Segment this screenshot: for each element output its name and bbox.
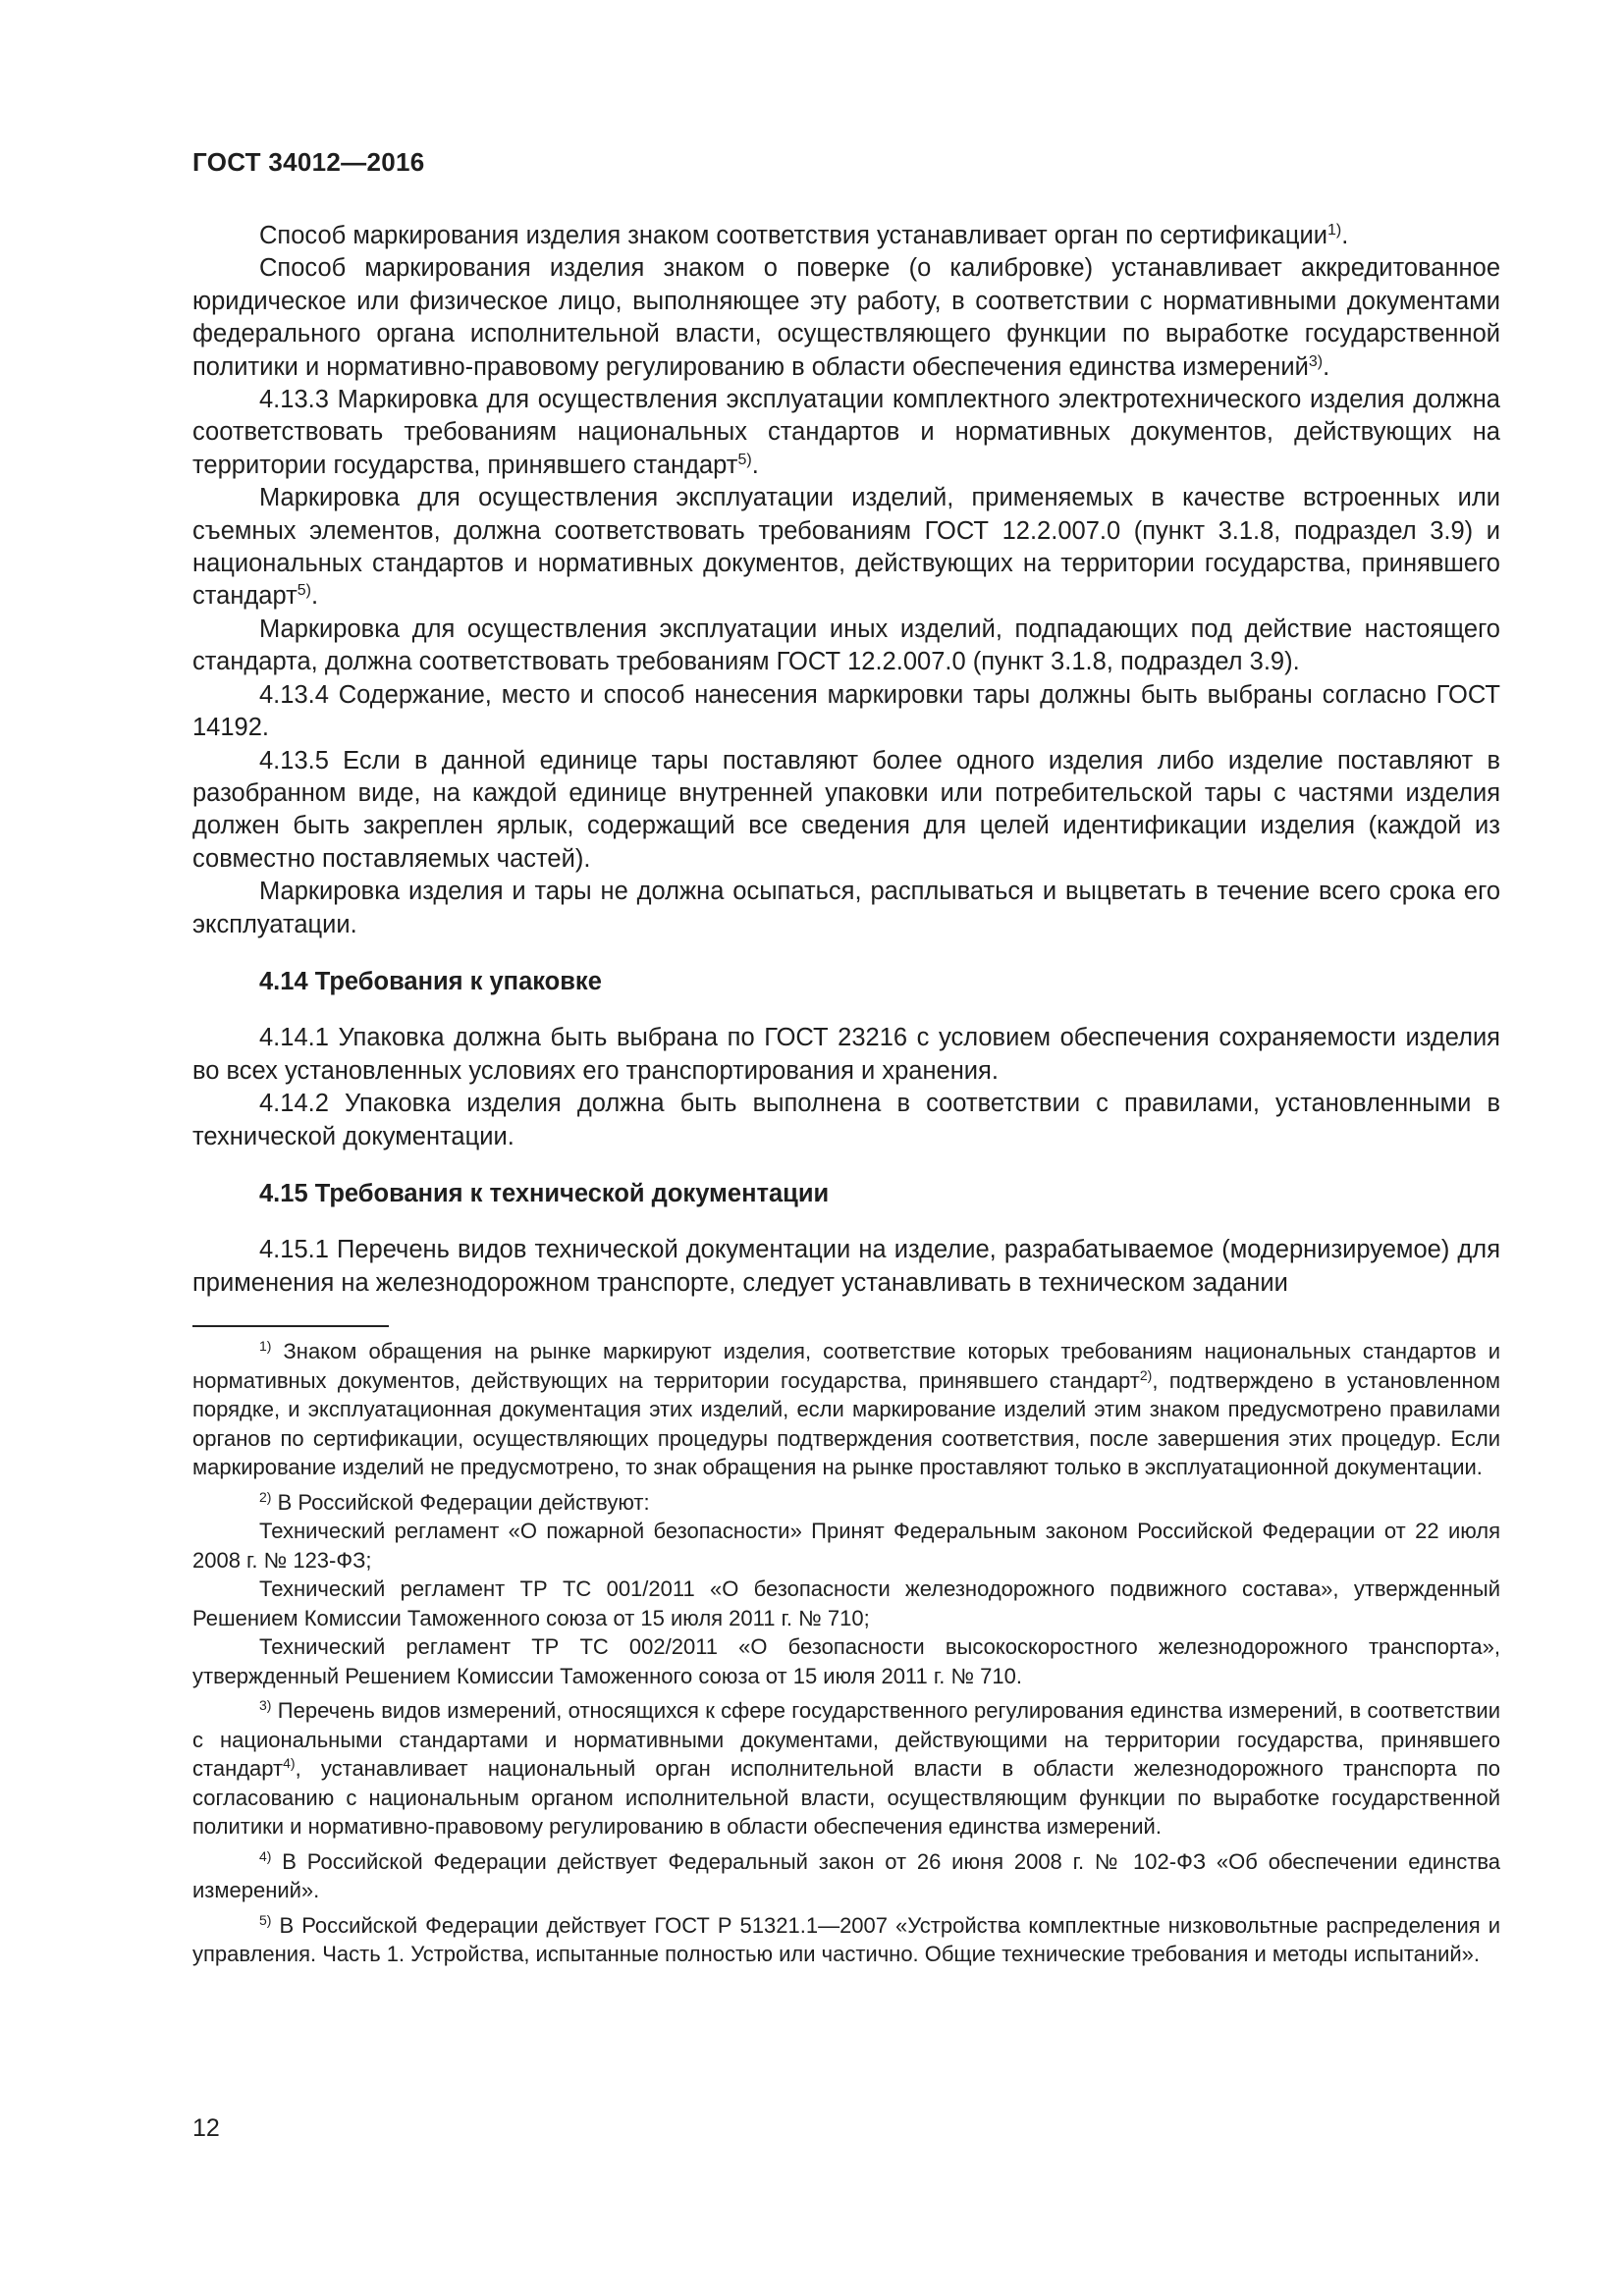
footnote-2-item: Технический регламент «О пожарной безопасности» Принят Федеральным законом Российской Федерации от 22 июля 2008 г. № 123-ФЗ; xyxy=(192,1519,1500,1573)
footnote-text: В Российской Федерации действует Федеральный закон от 26 июня 2008 г. № 102-ФЗ «Об обеспечении единства измерений». xyxy=(192,1848,1500,1902)
section-heading-4-14: 4.14 Требования к упаковке xyxy=(259,967,602,995)
punct: . xyxy=(1341,222,1349,249)
paragraph xyxy=(192,220,1500,252)
footnote-mark: 1) xyxy=(259,1338,272,1354)
punct: . xyxy=(751,451,759,479)
footnote-text: , подтверждено в установленном порядке, и эксплуатационная документация этих изделий, если маркирование изделий этим знаком предусмотрено правилами органов по сертификации, осуществляющих процедуры подтверждения соответствия, после завершения этих процедур. Если маркирование изделий не предусмотрено, то знак обращения на рынке проставляют только в эксплуатационной документации. xyxy=(192,1367,1500,1479)
footnote-separator xyxy=(192,1325,389,1327)
footnote-mark: 3) xyxy=(259,1697,272,1713)
footnote-ref: 3) xyxy=(1308,352,1324,370)
footnote-ref: 5) xyxy=(297,582,312,600)
document-id-header: ГОСТ 34012—2016 xyxy=(192,147,425,177)
paragraph-4-13-3 xyxy=(192,384,1500,482)
footnote-text: В Российской Федерации действует ГОСТ Р 51321.1—2007 «Устройства комплектные низковольтные распределения и управления. Часть 1. Устройства, испытанные полностью или частично. Общие технические требования и методы испытаний». xyxy=(192,1912,1500,1966)
footnote-text: В Российской Федерации действуют: xyxy=(277,1489,650,1515)
footnote-4 xyxy=(192,1847,1500,1905)
paragraph-text: Способ маркирования изделия знаком соответствия устанавливает орган по сертификации xyxy=(259,222,1327,249)
paragraph-4-14-1: 4.14.1 Упаковка должна быть выбрана по ГОСТ 23216 с условием обеспечения сохраняемости изделия во всех установленных условиях его транспортирования и хранения. xyxy=(192,1024,1500,1085)
footnote-mark: 4) xyxy=(259,1847,272,1864)
paragraph-4-14-2: 4.14.2 Упаковка изделия должна быть выполнена в соответствии с правилами, установленными в технической документации. xyxy=(192,1090,1500,1150)
main-text xyxy=(192,220,1500,1300)
paragraph: Маркировка изделия и тары не должна осыпаться, расплываться и выцветать в течение всего срока его эксплуатации. xyxy=(192,878,1500,938)
punct: . xyxy=(1323,352,1330,381)
paragraph: Маркировка для осуществления эксплуатации иных изделий, подпадающих под действие настоящего стандарта, должна соответствовать требованиям ГОСТ 12.2.007.0 (пункт 3.1.8, подраздел 3.9). xyxy=(192,614,1500,676)
paragraph-text: Способ маркирования изделия знаком о поверке (о калибровке) устанавливает аккредитованное юридическое или физическое лицо, выполняющее эту работу, в соответствии с нормативными документами федерального органа исполнительной власти, осуществляющего функции по выработке государственной политики и нормативно-правовому регулированию в области обеспечения единства измерений xyxy=(192,254,1500,381)
paragraph-4-15-1: 4.15.1 Перечень видов технической документации на изделие, разрабатываемое (модернизируемое) для применения на железнодорожном транспорте, следует устанавливать в техническом задании xyxy=(192,1236,1500,1297)
paragraph-text: 4.13.3 Маркировка для осуществления эксплуатации комплектного электротехнического изделия должна соответствовать требованиям национальных стандартов и нормативных документов, действующих на территории государства, принявшего стандарт xyxy=(192,386,1500,479)
paragraph xyxy=(192,252,1500,384)
footnote-text: Перечень видов измерений, относящихся к сфере государственного регулирования единства измерений, в соответствии с национальными стандартами и нормативными документами, действующими на территории государства, принявшего стандарт xyxy=(192,1698,1500,1781)
footnote-5 xyxy=(192,1911,1500,1969)
footnote-2 xyxy=(192,1488,1500,1518)
paragraph-4-13-4: 4.13.4 Содержание, место и способ нанесения маркировки тары должны быть выбраны согласно ГОСТ 14192. xyxy=(192,680,1500,742)
section-heading-4-15: 4.15 Требования к технической документации xyxy=(259,1179,830,1207)
footnote-mark: 2) xyxy=(259,1488,272,1505)
footnote-ref: 1) xyxy=(1326,222,1342,239)
footnote-ref: 2) xyxy=(1139,1366,1153,1383)
footnote-2-item: Технический регламент ТР ТС 001/2011 «О безопасности железнодорожного подвижного состава», утвержденный Решением Комиссии Таможенного союза от 15 июля 2011 г. № 710; xyxy=(192,1576,1500,1630)
footnote-1 xyxy=(192,1337,1500,1482)
footnote-ref: 5) xyxy=(737,451,752,468)
footnotes xyxy=(192,1337,1500,1969)
footnote-text: Знаком обращения на рынке маркируют изделия, соответствие которых требованиям национальных стандартов и нормативных документов, действующих на территории государства, принявшего стандарт xyxy=(192,1339,1500,1393)
page-number: 12 xyxy=(192,2114,220,2142)
footnote-2-item: Технический регламент ТР ТС 002/2011 «О безопасности высокоскоростного железнодорожного транспорта», утвержденный Решением Комиссии Таможенного союза от 15 июля 2011 г. № 710. xyxy=(192,1634,1500,1688)
paragraph-4-13-5: 4.13.5 Если в данной единице тары поставляют более одного изделия либо изделие поставляют в разобранном виде, на каждой единице внутренней упаковки или потребительской тары с частями изделия должен быть закреплен ярлык, содержащий все сведения для целей идентификации изделия (каждой из совместно поставляемых частей). xyxy=(192,746,1500,873)
punct: . xyxy=(311,582,319,611)
paragraph xyxy=(192,482,1500,614)
footnote-mark: 5) xyxy=(259,1911,272,1928)
footnote-3 xyxy=(192,1696,1500,1842)
paragraph-text: Маркировка для осуществления эксплуатации изделий, применяемых в качестве встроенных или съемных элементов, должна соответствовать требованиям ГОСТ 12.2.007.0 (пункт 3.1.8, подраздел 3.9) и национальных стандартов и нормативных документов, действующих на территории государства, принявшего стандарт xyxy=(192,484,1500,611)
footnote-ref: 4) xyxy=(283,1755,296,1771)
footnote-text: , устанавливает национальный орган исполнительной власти в области железнодорожного транспорта по согласованию с национальным органом исполнительной власти, осуществляющим функции по выработке государственной политики и нормативно-правовому регулированию в области обеспечения единства измерений. xyxy=(192,1756,1500,1839)
